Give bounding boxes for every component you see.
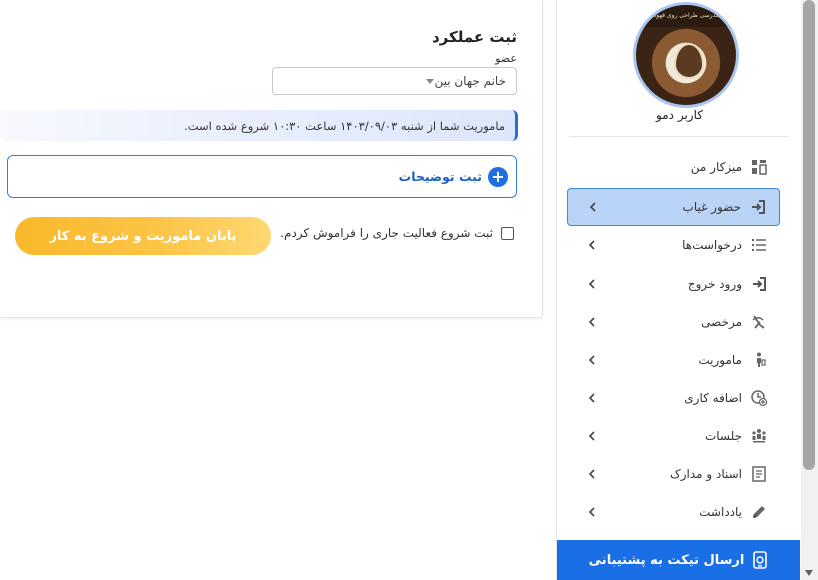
sidebar-item-label: حضور غیاب <box>682 200 741 214</box>
chevron-left-icon <box>585 315 599 329</box>
chevron-left-icon <box>585 467 599 481</box>
sidebar-item-label: ورود خروج <box>687 277 742 291</box>
chevron-left-icon <box>585 277 599 291</box>
sidebar-item-dashboard[interactable] <box>567 148 780 186</box>
sidebar-item-label: درخواست‌ها <box>682 238 742 252</box>
scrollbar-thumb[interactable] <box>803 0 815 470</box>
chevron-left-icon <box>585 391 599 405</box>
document-icon <box>750 465 768 483</box>
sidebar-item-overtime[interactable] <box>567 379 780 417</box>
meeting-icon <box>750 427 768 445</box>
chevron-left-icon <box>585 429 599 443</box>
username: کاربر دمو <box>656 108 703 122</box>
sidebar-item-documents[interactable] <box>567 455 780 493</box>
sidebar-item-label: یادداشت <box>699 505 742 519</box>
avatar-caption: مدرسی طراحی روی قهوه <box>636 5 736 27</box>
send-support-ticket-label: ارسال تیکت به پشتیبانی <box>588 552 745 568</box>
beach-chair-icon <box>750 313 768 331</box>
sidebar-item-leave[interactable] <box>567 303 780 341</box>
forgot-start-row <box>280 226 514 240</box>
sidebar-item-entry-exit[interactable] <box>567 265 780 303</box>
plus-circle-icon: + <box>488 167 508 187</box>
caret-down-icon <box>426 79 434 84</box>
sidebar-item-label: جلسات <box>704 429 742 443</box>
person-travel-icon <box>750 351 768 369</box>
page-title: ثبت عملکرد <box>431 28 517 46</box>
checklist-icon <box>750 236 768 254</box>
member-select[interactable] <box>272 67 517 95</box>
sidebar-item-attendance[interactable] <box>567 188 780 226</box>
chevron-left-icon <box>585 353 599 367</box>
end-mission-button[interactable]: پایان ماموریت و شروع به کار <box>15 217 271 255</box>
sidebar-item-mission[interactable] <box>567 341 780 379</box>
sidebar-item-label: اضافه کاری <box>684 391 742 405</box>
sidebar-item-label: میزکار من <box>690 160 742 174</box>
latte-art-icon <box>674 43 704 79</box>
member-select-value: خانم جهان بین <box>434 74 506 88</box>
sidebar-item-notes[interactable] <box>567 493 780 531</box>
chevron-left-icon <box>585 505 599 519</box>
clock-plus-icon <box>750 389 768 407</box>
login-icon <box>750 275 768 293</box>
add-notes-label: ثبت توضیحات <box>398 169 482 184</box>
sidebar-item-meetings[interactable] <box>567 417 780 455</box>
login-icon <box>749 198 767 216</box>
performance-form-card <box>0 0 543 318</box>
vertical-scrollbar[interactable] <box>801 0 818 580</box>
scroll-down-arrow-icon[interactable] <box>805 570 813 576</box>
send-support-ticket-button[interactable] <box>557 540 800 580</box>
dashboard-icon <box>750 158 768 176</box>
add-notes-button[interactable] <box>7 155 517 198</box>
pencil-icon <box>750 503 768 521</box>
member-label: عضو <box>495 52 517 65</box>
sidebar-item-label: مرخصی <box>701 315 742 329</box>
chevron-left-icon <box>585 238 599 252</box>
sidebar-item-requests[interactable] <box>567 226 780 264</box>
forgot-start-label: ثبت شروع فعالیت جاری را فراموش کردم. <box>280 226 493 240</box>
chevron-left-icon <box>586 200 600 214</box>
mission-alert: ماموریت شما از شنبه ۱۴۰۳/۰۹/۰۳ ساعت ۱۰:۳۰ شروع شده است. <box>0 110 518 141</box>
forgot-start-checkbox[interactable] <box>501 227 514 240</box>
sidebar <box>556 0 801 580</box>
avatar[interactable] <box>633 2 739 108</box>
sidebar-item-label: ماموریت <box>698 353 742 367</box>
support-phone-icon <box>752 551 768 569</box>
divider <box>569 136 789 137</box>
sidebar-item-label: اسناد و مدارک <box>669 467 742 481</box>
